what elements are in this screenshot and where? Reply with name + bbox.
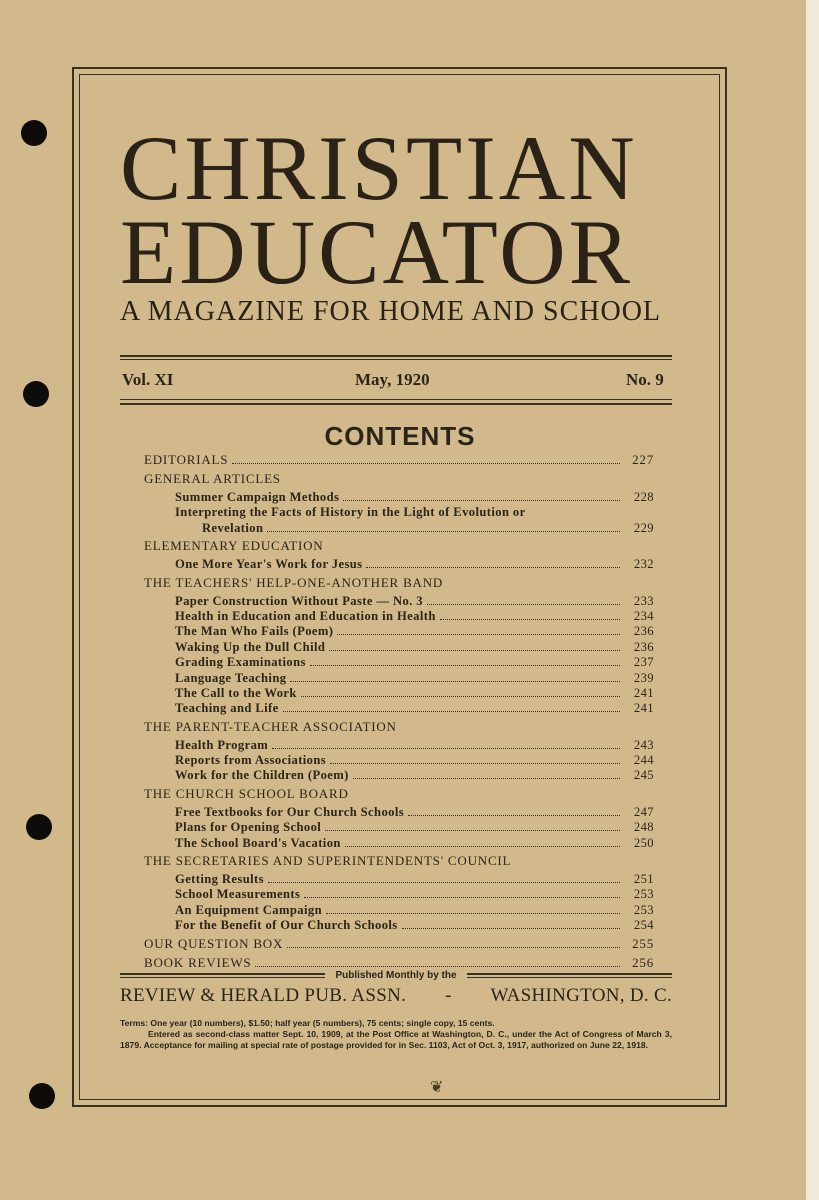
toc-entry-title: School Measurements: [175, 887, 301, 902]
leader-dots: [337, 634, 620, 635]
published-by-line: [120, 965, 672, 985]
toc-entry-title: Health Program: [175, 737, 269, 752]
toc-section-label: GENERAL ARTICLES: [144, 471, 281, 486]
toc-page-number: 248: [633, 820, 654, 835]
toc-page-number: 245: [633, 768, 654, 783]
leader-dots: [301, 696, 620, 697]
toc-entry-title: For the Benefit of Our Church Schools: [175, 918, 398, 933]
toc-page-number: 253: [633, 887, 654, 902]
publisher-name: REVIEW & HERALD PUB. ASSN.: [120, 985, 407, 1006]
toc-section-general-articles: [144, 471, 654, 490]
toc-page-number: 236: [633, 624, 654, 639]
publisher-dash: -: [444, 985, 452, 1006]
published-by-text: Published Monthly by the: [335, 969, 457, 981]
ornamental-rule: [120, 973, 325, 978]
toc-page-number: 244: [633, 753, 654, 768]
divider-rule: [120, 355, 672, 357]
toc-section-label: THE PARENT-TEACHER ASSOCIATION: [144, 718, 397, 734]
toc-entry: [144, 903, 654, 918]
divider-rule: [120, 359, 672, 360]
binder-hole: [29, 1083, 55, 1109]
leader-dots: [326, 913, 620, 914]
toc-section-church-school-board: [144, 784, 654, 805]
toc-page-number: 256: [632, 954, 654, 970]
toc-page-number: 228: [633, 490, 654, 504]
leader-dots: [353, 778, 620, 779]
toc-entry-title: Reports from Associations: [175, 753, 327, 768]
leader-dots: [310, 665, 620, 666]
masthead-subtitle: A MAGAZINE FOR HOME AND SCHOOL: [120, 296, 662, 327]
binder-hole: [21, 120, 47, 146]
toc-entry: [144, 836, 654, 851]
toc-entry: [144, 820, 654, 835]
toc-section-label: THE TEACHERS' HELP-ONE-ANOTHER BAND: [144, 574, 444, 590]
toc-entry-title: One More Year's Work for Jesus: [175, 557, 363, 572]
toc-page-number: 233: [633, 593, 654, 608]
leader-dots: [345, 846, 620, 847]
toc-section-label: THE CHURCH SCHOOL BOARD: [144, 785, 349, 801]
table-of-contents: [144, 452, 654, 974]
toc-entry: [144, 887, 654, 902]
leader-dots: [283, 711, 620, 712]
toc-entry-title: Language Teaching: [175, 670, 287, 685]
toc-entry: [144, 753, 654, 768]
toc-page-number: 254: [633, 918, 654, 933]
toc-entry: [144, 768, 654, 783]
toc-entry-title: Plans for Opening School: [175, 820, 322, 835]
toc-entry: [144, 805, 654, 820]
mailing-entry-text: Entered as second-class matter Sept. 10, 1909, at the Post Office at Washington, D. C., under the Act of Congress of March 3, 1879. Acceptance for mailing at special rate of postage provided for in Sec. 1103, Act of Oct. 3, 1917, authorized on June 22, 1918.: [120, 1029, 672, 1050]
leader-dots: [267, 531, 620, 532]
toc-page-number: 241: [633, 685, 654, 700]
leader-dots: [408, 815, 620, 816]
leader-dots: [272, 748, 620, 749]
toc-section-label: EDITORIALS: [144, 452, 229, 467]
subscription-terms: [120, 1018, 672, 1051]
toc-entry: [144, 505, 654, 520]
toc-entry-title: Free Textbooks for Our Church Schools: [175, 804, 405, 819]
toc-entry-title: Revelation: [202, 520, 264, 535]
toc-page-number: 243: [633, 737, 654, 752]
toc-entry-title: Grading Examinations: [175, 655, 306, 670]
toc-entry: [144, 609, 654, 624]
contents-heading: CONTENTS: [324, 421, 476, 451]
toc-entry-title: Interpreting the Facts of History in the Light of Evolution or: [175, 505, 526, 520]
toc-entry: [144, 738, 654, 753]
toc-entry: [144, 490, 654, 505]
leader-dots: [232, 463, 620, 464]
terms-text: Terms: One year (10 numbers), $1.50; half year (5 numbers), 75 cents; single copy, 15 cents.: [120, 1018, 495, 1028]
leader-dots: [304, 897, 620, 898]
masthead-title-line2: EDUCATOR: [120, 201, 634, 303]
divider-rule: [120, 403, 672, 405]
ornamental-rule: [467, 973, 672, 978]
toc-entry-title: Paper Construction Without Paste — No. 3: [175, 593, 423, 608]
leader-dots: [440, 619, 620, 620]
publisher-location: WASHINGTON, D. C.: [490, 985, 672, 1006]
leader-dots: [268, 882, 620, 883]
toc-page-number: 234: [633, 608, 654, 623]
masthead-title-line1: CHRISTIAN: [120, 117, 638, 219]
toc-section-label: OUR QUESTION BOX: [144, 935, 284, 951]
toc-section-label: THE SECRETARIES AND SUPERINTENDENTS' COUNCIL: [144, 853, 512, 869]
toc-page-number: 237: [633, 655, 654, 670]
leader-dots: [366, 567, 620, 568]
issue-volume: Vol. XI: [122, 370, 174, 389]
toc-entry-title: Health in Education and Education in Health: [175, 608, 436, 623]
leader-dots: [290, 681, 620, 682]
toc-page-number: 241: [633, 701, 654, 716]
toc-section-label: ELEMENTARY EDUCATION: [144, 538, 324, 554]
toc-entry-title: The School Board's Vacation: [175, 835, 341, 850]
toc-entry-title: Work for the Children (Poem): [175, 768, 349, 783]
leader-dots: [330, 763, 620, 764]
toc-entry: [144, 918, 654, 933]
binder-hole: [23, 381, 49, 407]
toc-page-number: 232: [633, 557, 654, 572]
toc-section-question-box: [144, 934, 654, 955]
toc-entry-title: The Call to the Work: [175, 685, 297, 700]
toc-page-number: 229: [633, 520, 654, 535]
toc-section-help-one-another: [144, 573, 654, 594]
toc-section-parent-teacher: [144, 717, 654, 738]
toc-page-number: 253: [633, 902, 654, 917]
toc-entry-title: Teaching and Life: [175, 701, 279, 716]
toc-page-number: 251: [633, 872, 654, 887]
toc-entry: [144, 624, 654, 639]
toc-entry-title: Getting Results: [175, 872, 264, 887]
toc-entry: [144, 671, 654, 686]
toc-entry-continuation: [144, 521, 654, 536]
leader-dots: [325, 830, 620, 831]
toc-page-number: 227: [632, 452, 654, 467]
ornament-mark: ❦: [430, 1079, 444, 1096]
toc-entry: [144, 557, 654, 572]
toc-entry-title: The Man Who Fails (Poem): [175, 624, 334, 639]
page-edge: [806, 0, 819, 1200]
leader-dots: [402, 928, 620, 929]
publisher-line: [120, 985, 672, 1007]
divider-rule: [120, 399, 672, 400]
toc-entry-title: An Equipment Campaign: [175, 902, 322, 917]
toc-entry-title: Summer Campaign Methods: [175, 490, 340, 504]
leader-dots: [343, 500, 620, 501]
toc-section-label: BOOK REVIEWS: [144, 954, 252, 970]
toc-section-secretaries-council: [144, 851, 654, 872]
toc-entry: [144, 686, 654, 701]
leader-dots: [427, 604, 620, 605]
toc-page-number: 236: [633, 639, 654, 654]
leader-dots: [329, 650, 620, 651]
toc-entry: [144, 872, 654, 887]
toc-entry: [144, 640, 654, 655]
toc-entry-title: Waking Up the Dull Child: [175, 639, 326, 654]
toc-page-number: 239: [633, 670, 654, 685]
issue-date: May, 1920: [355, 370, 430, 389]
toc-entry: [144, 701, 654, 716]
binder-hole: [26, 814, 52, 840]
issue-number: No. 9: [626, 370, 664, 389]
toc-section-editorials: [144, 452, 654, 471]
toc-section-elementary-education: [144, 536, 654, 557]
toc-entry: [144, 655, 654, 670]
toc-page-number: 247: [633, 804, 654, 819]
toc-entry: [144, 594, 654, 609]
leader-dots: [287, 947, 620, 948]
toc-page-number: 255: [632, 935, 654, 951]
toc-page-number: 250: [633, 835, 654, 850]
